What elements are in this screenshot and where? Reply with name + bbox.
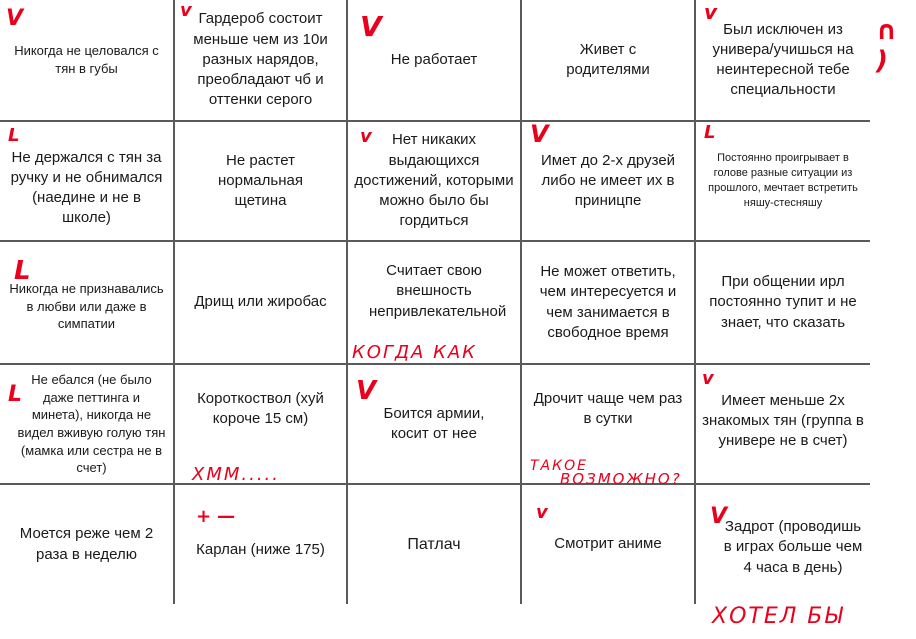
bingo-cell [0,365,175,485]
bingo-cell [348,122,522,242]
cell-text: Не растет нормальная щетина [218,151,303,210]
cell-text: Смотрит аниме [554,535,662,553]
bingo-cell [348,242,522,365]
bingo-cell [696,365,870,485]
note-vozmozhno: ВОЗМОЖНО? [560,470,682,488]
bingo-cell [0,0,175,122]
cell-text: Живет с родителями [566,40,650,78]
smile-doodle: ∩ ) [876,16,898,76]
bingo-cell [696,0,870,122]
bingo-cell [522,242,696,365]
bingo-cell [522,0,696,122]
check-mark: V [710,504,728,529]
cell-text: Карлан (ниже 175) [196,541,325,559]
check-mark: v [180,0,192,21]
cell-text: При общении ирл постоянно тупит и не знает, что сказать [709,273,857,331]
cell-text: Считает свою внешность непривлекательной [369,262,507,320]
check-mark: v [702,368,714,389]
check-mark: v [536,502,548,523]
cell-text: Не держался с тян за ручку и не обнимался (наедине и не в школе) [10,148,163,227]
note-hotel-by: ХОТЕЛ БЫ [712,604,845,629]
cell-text: Никогда не признавались в любви или даже в симпатии [9,281,164,332]
cell-text: Не может ответить, чем интересуется и чем занимается в свободное время [539,263,677,341]
bingo-cell [0,485,175,604]
note-hmm: ХММ..... [192,464,280,485]
bingo-cell [175,242,348,365]
check-mark: L [14,256,31,286]
cell-text: Не работает [390,50,478,68]
cell-text: Нет никаких выдающихся достижений, которыми можно было бы гордиться [354,131,514,230]
plus-minus-mark: + — [196,506,236,527]
bingo-cell [522,485,696,604]
bingo-cell [348,485,522,604]
cell-text: Был исключен из универа/учишься на неинтересной тебе специальности [712,20,854,99]
bingo-cell [0,242,175,365]
note-kogda-kak: КОГДА КАК [352,342,477,363]
cell-text: Постоянно проигрывает в голове разные ситуации из прошлого, мечтает встретить няшу-стесняшу [708,152,858,209]
cell-text: Дрищ или жиробас [194,293,327,311]
bingo-cell [348,365,522,485]
bingo-cell [696,242,870,365]
bingo-cell [696,122,870,242]
note-takoe: ТАКОЕ [530,458,588,474]
cell-text: Патлач [407,535,461,553]
cell-text: Боится армии, косит от нее [383,404,485,442]
cell-text: Задрот (проводишь в играх больше чем 4 часа в день) [723,518,863,576]
check-mark: L [8,382,23,407]
check-mark: V [530,120,549,148]
cell-text: Имет до 2-х друзей либо не имеет их в приницпе [540,151,676,210]
check-mark: v [704,0,718,24]
bingo-cell [175,485,348,604]
bingo-cell [175,365,348,485]
check-mark: V [360,10,382,43]
bingo-cell [175,0,348,122]
cell-text: Дрочит чаще чем раз в сутки [533,389,683,427]
bingo-cell [348,0,522,122]
cell-text: Гардероб состоит меньше чем из 10и разных нарядов, преобладают чб и оттенки серого [193,10,328,109]
cell-text: Имеет меньше 2х знакомых тян (группа в универе не в счет) [702,391,864,450]
check-mark: L [8,125,20,146]
cell-text: Никогда не целовался с тян в губы [14,43,159,76]
check-mark: V [6,6,24,31]
check-mark: L [704,122,716,143]
bingo-cell [696,485,870,604]
check-mark: V [356,376,377,406]
cell-text: Короткоствол (хуй короче 15 см) [197,389,324,427]
bingo-cell [522,365,696,485]
cell-text: Не ебался (не было даже петтинга и минета), никогда не видел вживую голую тян (мамка или сестра не в счет) [17,372,166,476]
bingo-cell [0,122,175,242]
check-mark: v [360,126,372,147]
cell-text: Моется реже чем 2 раза в неделю [19,525,154,563]
bingo-cell [522,122,696,242]
bingo-cell [175,122,348,242]
